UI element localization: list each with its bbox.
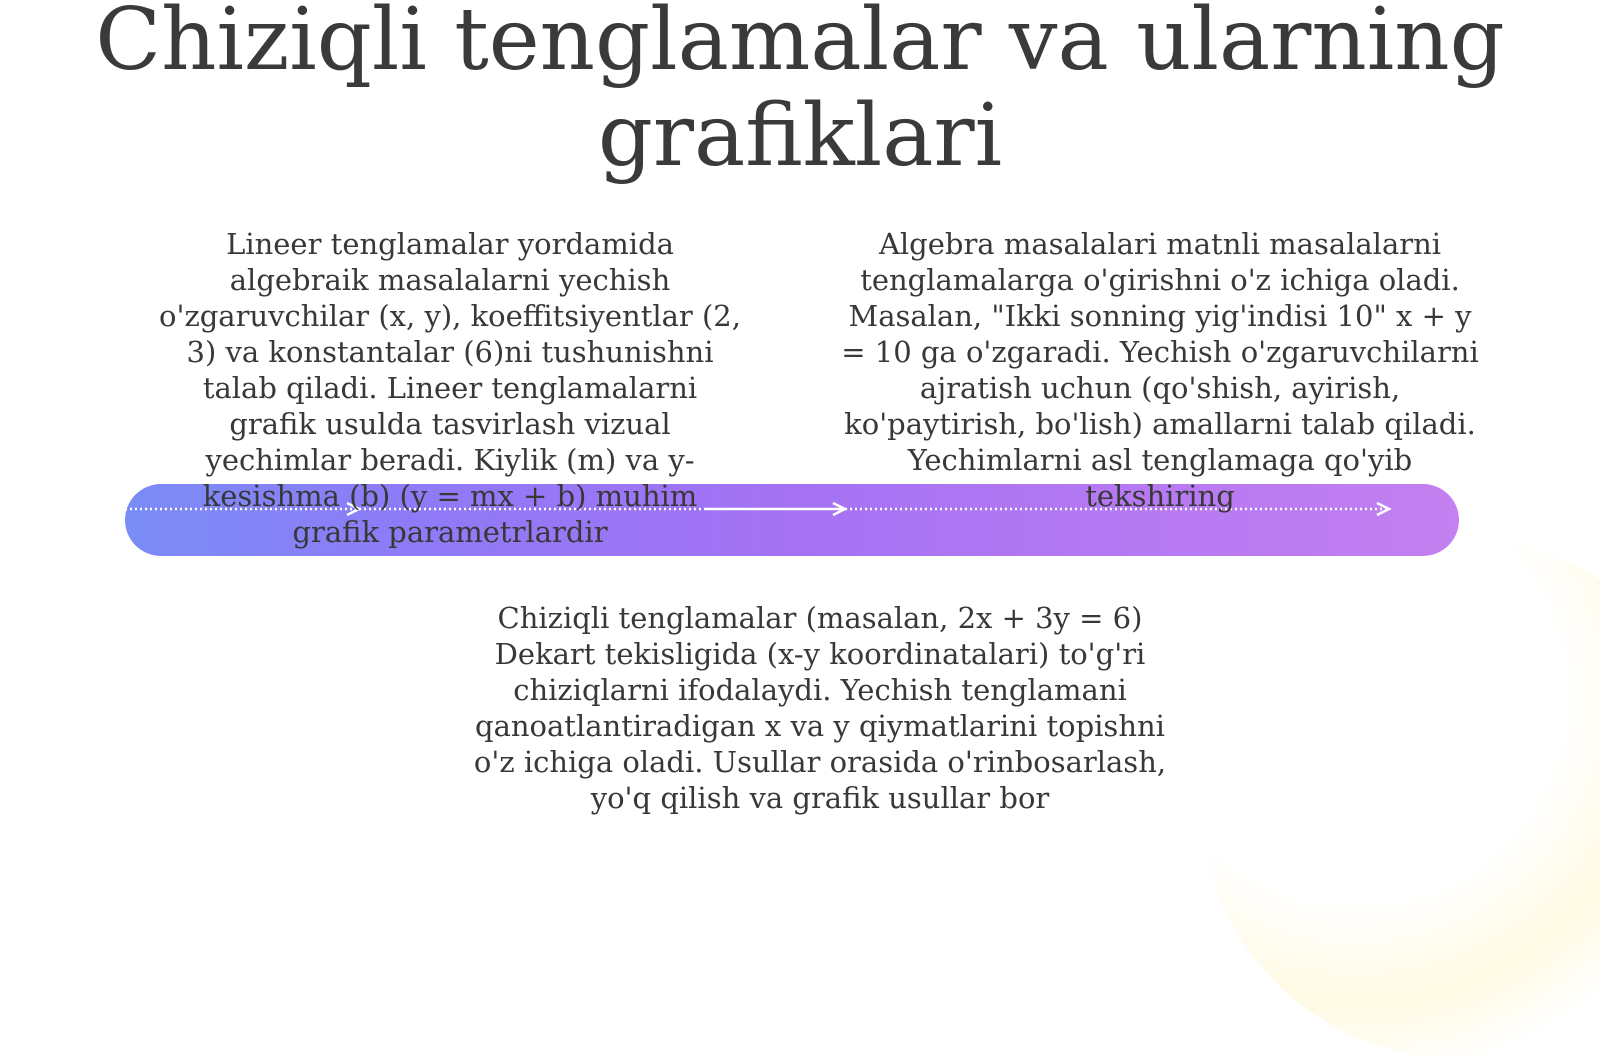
background-decoration — [1200, 539, 1600, 1059]
text-block-left: Lineer tenglamalar yordamida algebraik masalalarni yechish o'zgaruvchilar (x, y), koeffitsiyentlar (2, 3) va konstantalar (6)ni tushunishni talab qiladi. Lineer tenglamalarni grafik usulda tasvirlash vizual yechimlar beradi. Kiylik (m) va y-kesishma (b) (y = mx + b) muhim grafik parametrlardir — [159, 227, 741, 549]
slide-title: Chiziqli tenglamalar va ularning grafiklari — [95, 0, 1505, 186]
text-block-right: Algebra masalalari matnli masalalarni tenglamalarga o'girishni o'z ichiga oladi. Masalan, "Ikki sonning yig'indisi 10" x + y = 10 ga o'zgaradi. Yechish o'zgaruvchilarni ajratish uchun (qo'shish, ayirish, ko'paytirish, bo'lish) amallarni talab qiladi. Yechimlarni asl tenglamaga qo'yib tekshiring — [841, 227, 1479, 513]
text-block-bottom: Chiziqli tenglamalar (masalan, 2x + 3y = 6) Dekart tekisligida (x-y koordinatalari) to'g'ri chiziqlarni ifodalaydi. Yechish tenglamani qanoatlantiradigan x va y qiymatlarini topishni o'z ichiga oladi. Usullar orasida o'rinbosarlash, yo'q qilish va grafik usullar bor — [473, 601, 1167, 815]
